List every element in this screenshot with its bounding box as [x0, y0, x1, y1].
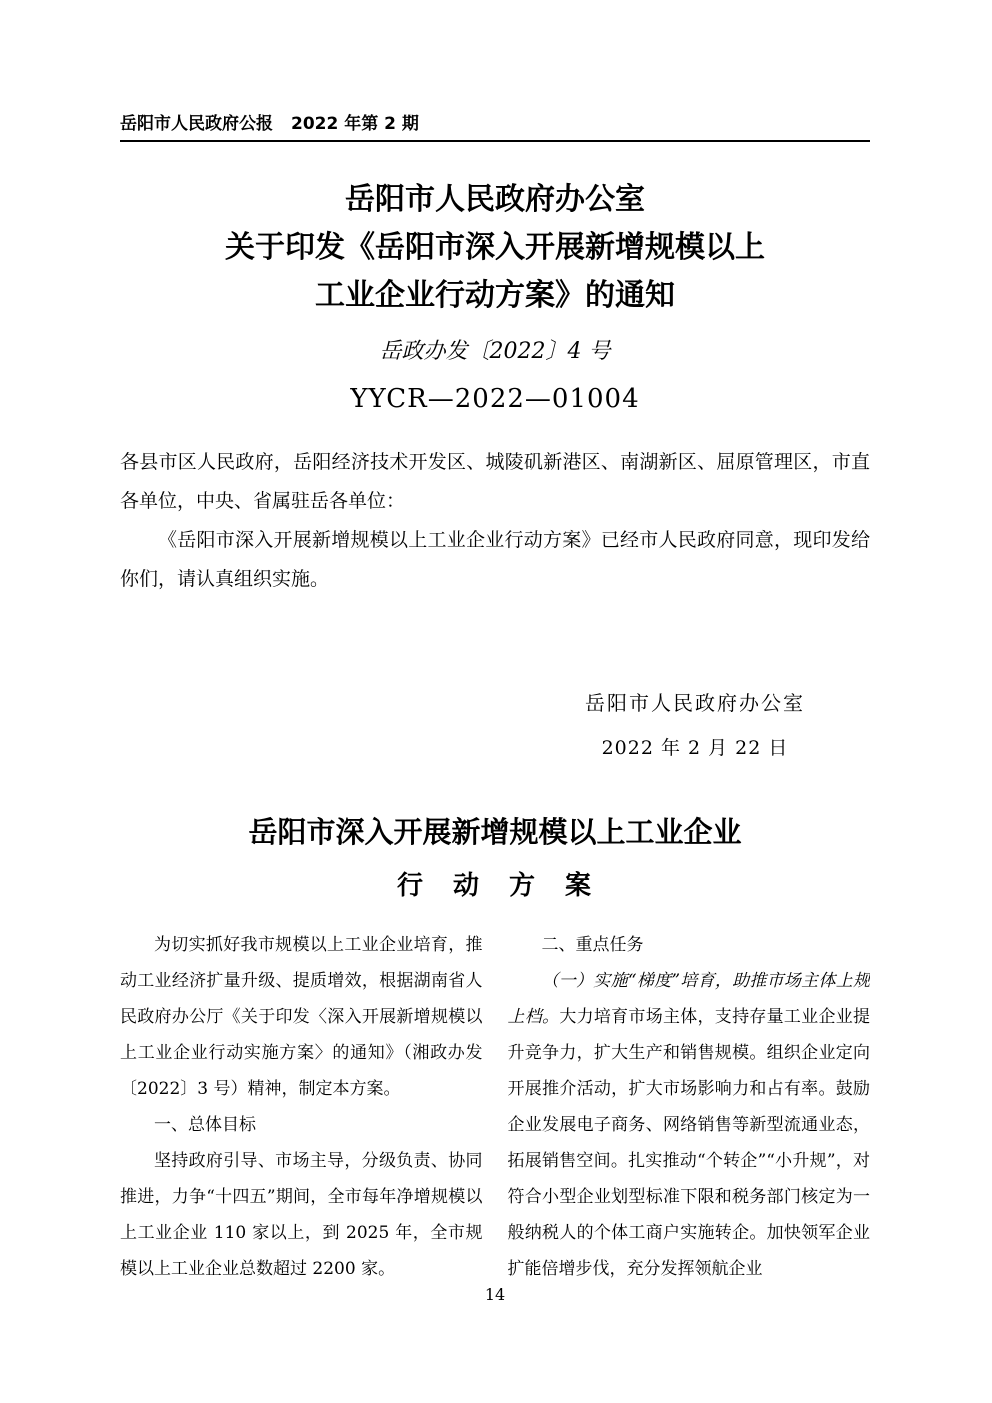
plan-title-line-2: 行 动 方 案	[396, 871, 593, 901]
notice-title	[120, 176, 870, 320]
plan-left-column	[120, 927, 483, 1279]
notice-title-line-2: 关于印发《岳阳市深入开展新增规模以上	[225, 230, 765, 265]
plan-task-lead: （一）实施“梯度”培育，助推市场主体上规上档。	[507, 971, 870, 1027]
header-divider	[120, 140, 870, 142]
page-number: 14	[484, 1285, 506, 1304]
notice-salutation: 各县市区人民政府，岳阳经济技术开发区、城陵矶新港区、南湖新区、屈原管理区，市直各单位，中央、省属驻岳各单位：	[120, 451, 870, 512]
notice-title-line-3: 工业企业行动方案》的通知	[315, 278, 675, 313]
signature-issuer: 岳阳市人民政府办公室	[585, 691, 805, 715]
plan-body-columns	[120, 927, 870, 1279]
notice-body	[120, 443, 870, 599]
gazette-title: 岳阳市人民政府公报	[120, 114, 273, 134]
signature-block	[545, 681, 845, 771]
notice-title-line-1: 岳阳市人民政府办公室	[345, 182, 645, 217]
plan-intro-paragraph: 为切实抓好我市规模以上工业企业培育，推动工业经济扩量升级、提质增效，根据湖南省人民政府办公厅《关于印发〈深入开展新增规模以上工业企业行动实施方案〉的通知》（湘政办发〔2022〕3 号）精神，制定本方案。	[120, 935, 483, 1099]
gazette-issue: 2022 年第 2 期	[291, 114, 419, 134]
plan-section-1-heading: 一、总体目标	[154, 1115, 256, 1135]
archive-number: YYCR—2022—01004	[350, 384, 640, 414]
plan-title-line-1: 岳阳市深入开展新增规模以上工业企业	[248, 815, 742, 849]
running-header	[120, 112, 870, 136]
plan-goal-paragraph: 坚持政府引导、市场主导，分级负责、协同推进，力争“十四五”期间，全市每年净增规模以上工业企业 110 家以上，到 2025 年，全市规模以上工业企业总数超过 2200 家。	[120, 1151, 483, 1279]
document-number: 岳政办发〔2022〕4 号	[379, 339, 611, 364]
signature-date: 2022 年 2 月 22 日	[601, 737, 789, 759]
plan-section-2-heading: 二、重点任务	[541, 935, 644, 955]
plan-right-column	[508, 927, 871, 1279]
notice-paragraph: 《岳阳市深入开展新增规模以上工业企业行动方案》已经市人民政府同意，现印发给你们，请认真组织实施。	[120, 529, 870, 590]
plan-task-body: 大力培育市场主体，支持存量工业企业提升竞争力，扩大生产和销售规模。组织企业定向开展推介活动，扩大市场影响力和占有率。鼓励企业发展电子商务、网络销售等新型流通业态，拓展销售空间。扎实推动“个转企”“小升规”，对符合小型企业划型标准下限和税务部门核定为一般纳税人的个体工商户实施转企。加快领军企业扩能倍增步伐，充分发挥领航企业	[507, 1007, 870, 1279]
plan-task-paragraph	[508, 963, 871, 1279]
